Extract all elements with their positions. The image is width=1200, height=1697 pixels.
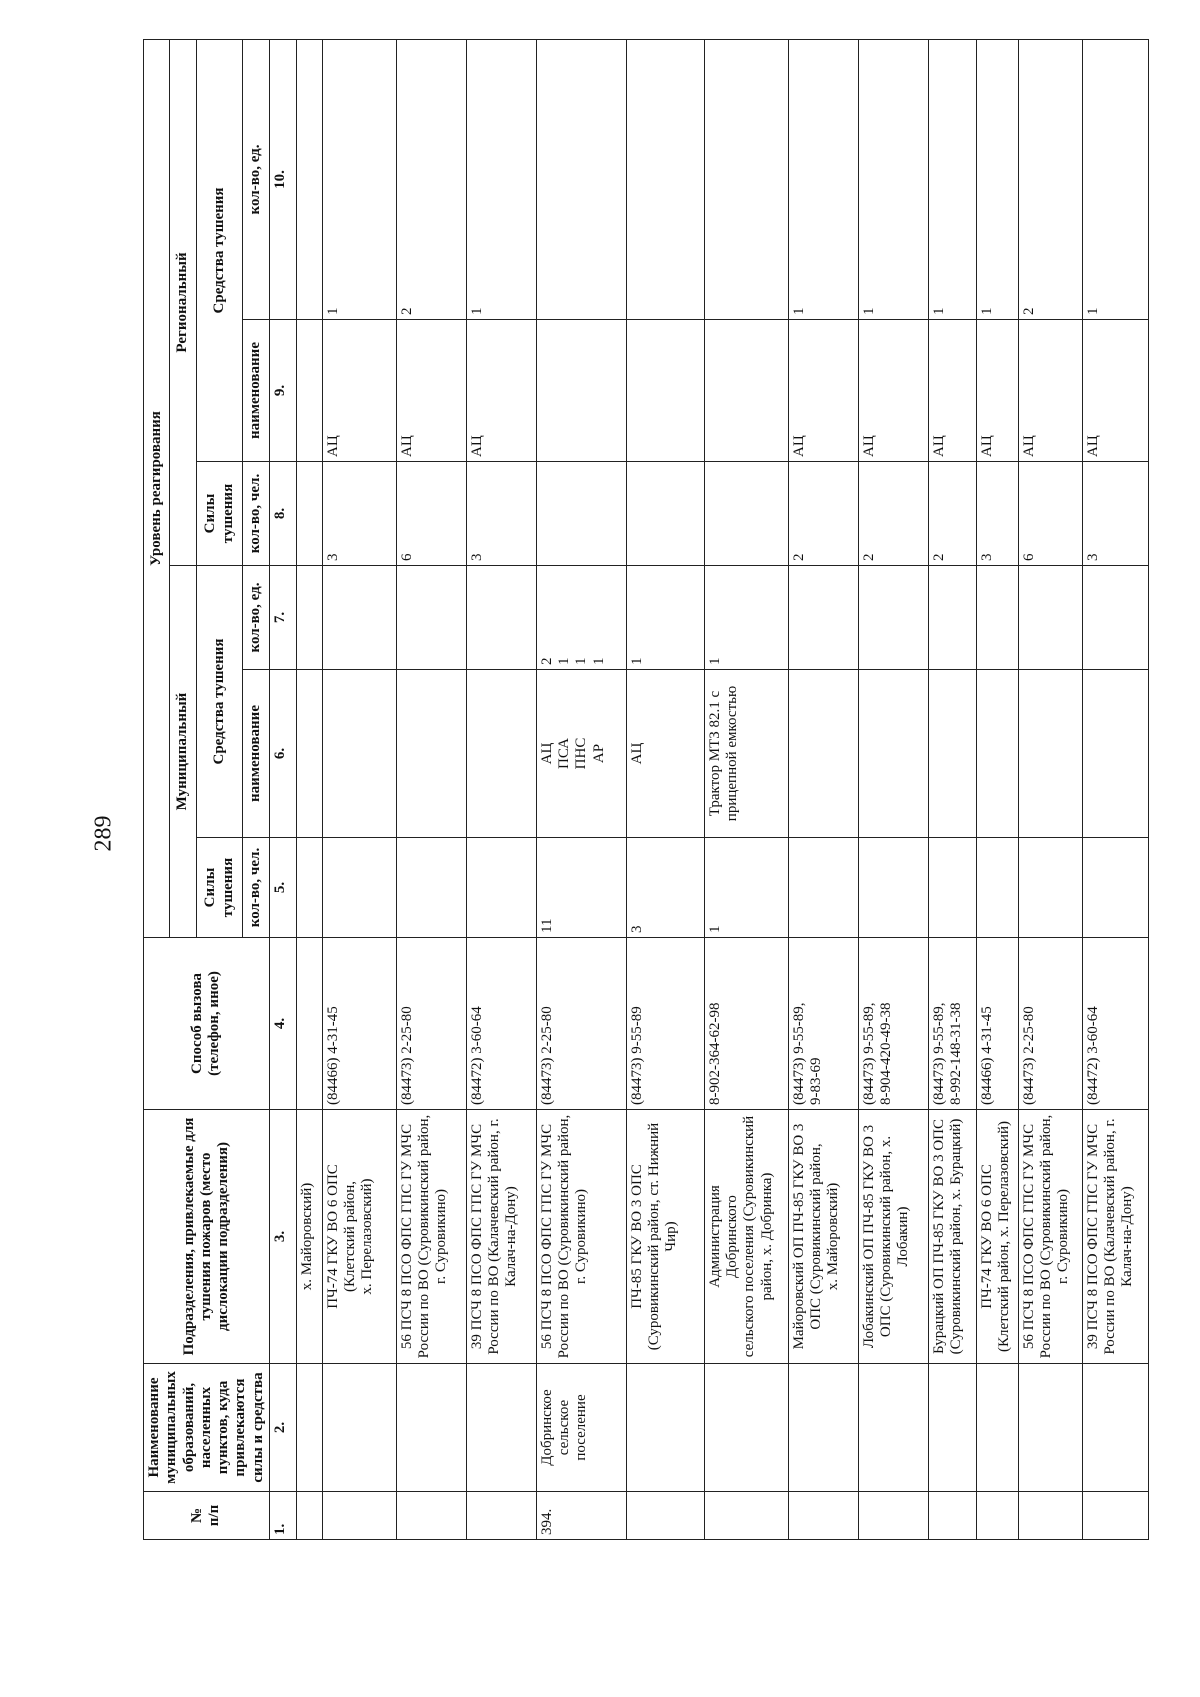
cell-municipal-count [396, 566, 466, 670]
col-header-m-title-name: наименование [243, 670, 269, 838]
cell-regional-count [626, 39, 704, 319]
cell-settlement [626, 1364, 704, 1492]
cell-no [466, 1492, 536, 1540]
cell-no: 394. [536, 1492, 626, 1540]
cell-municipal-forces [1018, 838, 1082, 938]
cell-municipal-count: 2 1 1 1 [536, 566, 626, 670]
cell-no [296, 1492, 322, 1540]
cell-regional-means: АЦ [466, 320, 536, 462]
cell-call: (84466) 4-31-45 [976, 938, 1018, 1110]
cell-regional-means [626, 320, 704, 462]
cell-unit: 56 ПСЧ 8 ПСО ФПС ГПС ГУ МЧС России по ВО (Суровикинский район, г. Суровикино) [396, 1110, 466, 1364]
cell-regional-forces: 2 [928, 462, 976, 566]
cell-regional-count: 2 [396, 39, 466, 319]
cell-settlement [1082, 1364, 1148, 1492]
table-row [1018, 39, 1082, 1539]
cell-unit: Бурацкий ОП ПЧ-85 ГКУ ВО 3 ОПС (Суровикинский район, х. Бурацкий) [928, 1110, 976, 1364]
cell-regional-means: АЦ [858, 320, 928, 462]
cell-regional-forces [704, 462, 788, 566]
cell-municipal-means [928, 670, 976, 838]
cell-municipal-means: АЦ ПСА ПНС АР [536, 670, 626, 838]
cell-municipal-means: АЦ [626, 670, 704, 838]
cell-call: (84473) 9-55-89, 8-904-420-49-38 [858, 938, 928, 1110]
cell-municipal-count [322, 566, 396, 670]
cell-no [858, 1492, 928, 1540]
cell-municipal-means: Трактор МТЗ 82.1 с прицепной емкостью [704, 670, 788, 838]
cell-settlement [296, 1364, 322, 1492]
cell-municipal-forces: 11 [536, 838, 626, 938]
cell-call [296, 938, 322, 1110]
col-header-name: Наименование муниципальных образований, населенных пунктов, куда привлекаются силы и средства [144, 1364, 270, 1492]
cell-call: (84473) 9-55-89, 9-83-69 [788, 938, 858, 1110]
cell-regional-forces [626, 462, 704, 566]
cell-unit: ПЧ-85 ГКУ ВО 3 ОПС (Суровикинский район, ст. Нижний Чир) [626, 1110, 704, 1364]
cell-settlement [704, 1364, 788, 1492]
cell-regional-forces: 2 [788, 462, 858, 566]
cell-unit: Майоровский ОП ПЧ-85 ГКУ ВО 3 ОПС (Суровикинский район, х. Майоровский) [788, 1110, 858, 1364]
cell-regional-means: АЦ [1018, 320, 1082, 462]
cell-municipal-means [296, 670, 322, 838]
cell-unit: 56 ПСЧ 8 ПСО ФПС ГПС ГУ МЧС России по ВО (Суровикинский район, г. Суровикино) [1018, 1110, 1082, 1364]
cell-municipal-forces [396, 838, 466, 938]
table-row [788, 39, 858, 1539]
col-header-r-means: Средства тушения [196, 39, 243, 461]
cell-regional-count [296, 39, 322, 319]
cell-regional-forces: 3 [322, 462, 396, 566]
col-number: 5. [269, 838, 296, 938]
col-header-call: Способ вызова (телефон, иное) [144, 938, 270, 1110]
cell-municipal-count [928, 566, 976, 670]
cell-regional-count: 1 [1082, 39, 1148, 319]
cell-municipal-forces [466, 838, 536, 938]
table-row [322, 39, 396, 1539]
cell-municipal-count [858, 566, 928, 670]
cell-regional-forces: 3 [976, 462, 1018, 566]
cell-call: (84473) 2-25-80 [1018, 938, 1082, 1110]
cell-regional-count: 2 [1018, 39, 1082, 319]
col-number: 9. [269, 320, 296, 462]
table-row [296, 39, 322, 1539]
cell-settlement [396, 1364, 466, 1492]
col-header-municipal: Муниципальный [170, 566, 196, 938]
col-header-r-count-people: кол-во, чел. [243, 462, 269, 566]
cell-call: (84473) 9-55-89, 8-992-148-31-38 [928, 938, 976, 1110]
cell-municipal-count [1082, 566, 1148, 670]
cell-call: (84472) 3-60-64 [466, 938, 536, 1110]
col-number: 3. [269, 1110, 296, 1364]
cell-settlement [858, 1364, 928, 1492]
cell-regional-forces: 3 [466, 462, 536, 566]
cell-regional-means: АЦ [928, 320, 976, 462]
col-header-m-forces: Силы тушения [196, 838, 243, 938]
table-row [928, 39, 976, 1539]
cell-regional-means [536, 320, 626, 462]
response-table [143, 39, 1149, 1540]
cell-municipal-count [1018, 566, 1082, 670]
cell-regional-count [536, 39, 626, 319]
col-header-units: Подразделения, привлекаемые для тушения пожаров (место дислокации подразделения) [144, 1110, 270, 1364]
cell-call: (84473) 2-25-80 [396, 938, 466, 1110]
cell-municipal-means [976, 670, 1018, 838]
table-row [536, 39, 626, 1539]
cell-municipal-count: 1 [704, 566, 788, 670]
cell-no [396, 1492, 466, 1540]
col-number: 2. [269, 1364, 296, 1492]
cell-regional-means: АЦ [396, 320, 466, 462]
cell-no [626, 1492, 704, 1540]
col-number: 4. [269, 938, 296, 1110]
cell-regional-forces: 2 [858, 462, 928, 566]
cell-municipal-count [466, 566, 536, 670]
cell-call: (84473) 2-25-80 [536, 938, 626, 1110]
cell-regional-means: АЦ [322, 320, 396, 462]
cell-no [788, 1492, 858, 1540]
cell-municipal-forces [788, 838, 858, 938]
column-numbers-row [269, 39, 296, 1539]
cell-settlement [1018, 1364, 1082, 1492]
cell-unit: Администрация Добринского сельского поселения (Суровикинский район, х. Добринка) [704, 1110, 788, 1364]
cell-regional-means [296, 320, 322, 462]
rotated-table-sheet [143, 40, 1149, 1540]
cell-municipal-forces [1082, 838, 1148, 938]
cell-municipal-forces [976, 838, 1018, 938]
cell-regional-count: 1 [858, 39, 928, 319]
cell-municipal-count [296, 566, 322, 670]
cell-call: (84466) 4-31-45 [322, 938, 396, 1110]
cell-municipal-forces: 1 [704, 838, 788, 938]
cell-municipal-count [976, 566, 1018, 670]
cell-regional-count: 1 [466, 39, 536, 319]
cell-unit: ПЧ-74 ГКУ ВО 6 ОПС (Клетский район, х. Перелазовский) [322, 1110, 396, 1364]
cell-regional-count: 1 [928, 39, 976, 319]
cell-municipal-count [788, 566, 858, 670]
col-header-r-count-units: кол-во, ед. [243, 39, 269, 319]
cell-no [928, 1492, 976, 1540]
col-header-no: № п/п [144, 1492, 270, 1540]
cell-no [704, 1492, 788, 1540]
col-header-r-forces: Силы тушения [196, 462, 243, 566]
cell-settlement: Добринское сельское поселение [536, 1364, 626, 1492]
cell-no [1082, 1492, 1148, 1540]
cell-regional-forces: 6 [1018, 462, 1082, 566]
cell-call: (84473) 9-55-89 [626, 938, 704, 1110]
col-header-level: Уровень реагирования [144, 39, 170, 937]
cell-settlement [928, 1364, 976, 1492]
cell-unit: ПЧ-74 ГКУ ВО 6 ОПС (Клетский район, х. Перелазовский) [976, 1110, 1018, 1364]
cell-regional-forces: 3 [1082, 462, 1148, 566]
cell-regional-means: АЦ [788, 320, 858, 462]
cell-settlement [466, 1364, 536, 1492]
col-number: 7. [269, 566, 296, 670]
cell-unit: х. Майоровский) [296, 1110, 322, 1364]
cell-municipal-means [1018, 670, 1082, 838]
table-row [626, 39, 704, 1539]
table-row [858, 39, 928, 1539]
cell-municipal-means [788, 670, 858, 838]
cell-settlement [788, 1364, 858, 1492]
table-row [396, 39, 466, 1539]
table-row [466, 39, 536, 1539]
cell-regional-count: 1 [322, 39, 396, 319]
cell-unit: 39 ПСЧ 8 ПСО ФПС ГПС ГУ МЧС России по ВО (Калачевский район, г. Калач-на-Дону) [1082, 1110, 1148, 1364]
cell-municipal-forces [858, 838, 928, 938]
col-header-m-means: Средства тушения [196, 566, 243, 838]
col-number: 8. [269, 462, 296, 566]
cell-regional-means: АЦ [976, 320, 1018, 462]
cell-municipal-forces [928, 838, 976, 938]
cell-municipal-means [1082, 670, 1148, 838]
col-header-r-title-name: наименование [243, 320, 269, 462]
col-header-m-count-people: кол-во, чел. [243, 838, 269, 938]
cell-regional-means [704, 320, 788, 462]
col-number: 6. [269, 670, 296, 838]
header-row-1 [144, 39, 170, 1539]
cell-call: (84472) 3-60-64 [1082, 938, 1148, 1110]
table-row [976, 39, 1018, 1539]
col-header-regional: Региональный [170, 39, 196, 565]
cell-regional-count: 1 [976, 39, 1018, 319]
cell-regional-means: АЦ [1082, 320, 1148, 462]
cell-unit: Лобакинский ОП ПЧ-85 ГКУ ВО 3 ОПС (Суровикинский район, х. Лобакин) [858, 1110, 928, 1364]
col-number: 10. [269, 39, 296, 319]
cell-no [1018, 1492, 1082, 1540]
cell-no [976, 1492, 1018, 1540]
cell-municipal-means [396, 670, 466, 838]
cell-regional-forces: 6 [396, 462, 466, 566]
cell-regional-forces [536, 462, 626, 566]
cell-settlement [322, 1364, 396, 1492]
cell-regional-forces [296, 462, 322, 566]
col-number: 1. [269, 1492, 296, 1540]
cell-unit: 39 ПСЧ 8 ПСО ФПС ГПС ГУ МЧС России по ВО (Калачевский район, г. Калач-на-Дону) [466, 1110, 536, 1364]
table-body [296, 39, 1148, 1539]
cell-municipal-means [322, 670, 396, 838]
table-row [1082, 39, 1148, 1539]
cell-municipal-means [858, 670, 928, 838]
cell-regional-count: 1 [788, 39, 858, 319]
cell-municipal-forces [296, 838, 322, 938]
cell-municipal-means [466, 670, 536, 838]
cell-municipal-count: 1 [626, 566, 704, 670]
cell-regional-count [704, 39, 788, 319]
page-number: 289 [90, 815, 117, 852]
cell-municipal-forces [322, 838, 396, 938]
col-header-m-count-units: кол-во, ед. [243, 566, 269, 670]
cell-settlement [976, 1364, 1018, 1492]
cell-municipal-forces: 3 [626, 838, 704, 938]
cell-no [322, 1492, 396, 1540]
cell-unit: 56 ПСЧ 8 ПСО ФПС ГПС ГУ МЧС России по ВО (Суровикинский район, г. Суровикино) [536, 1110, 626, 1364]
cell-call: 8-902-364-62-98 [704, 938, 788, 1110]
table-row [704, 39, 788, 1539]
